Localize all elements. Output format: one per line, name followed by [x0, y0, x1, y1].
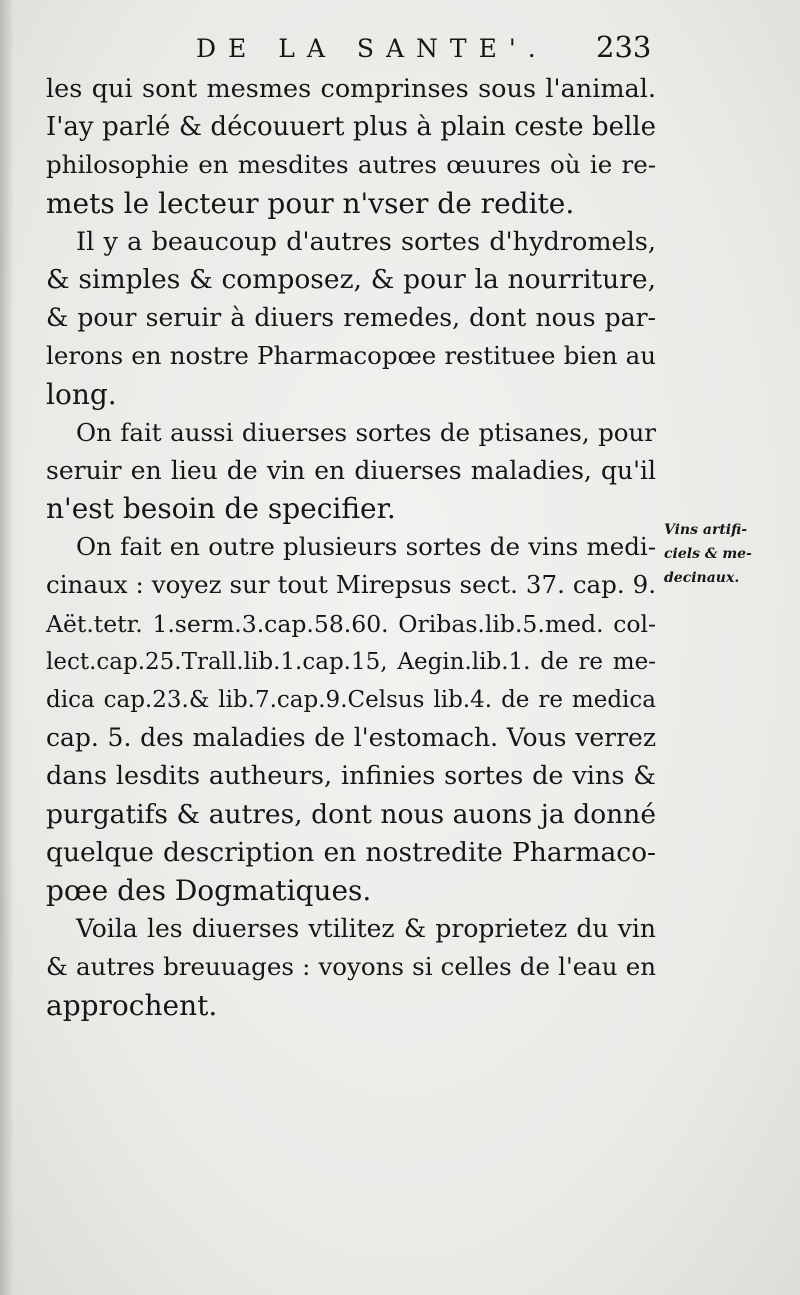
- text-line: dans lesdits autheurs, infinies sortes de vins &: [46, 761, 656, 792]
- text-line: & simples & composez, & pour la nourriture,: [46, 263, 656, 295]
- text-line: lect.cap.25.Trall.lib.1.cap.15, Aegin.lib.1. de re me-: [46, 648, 656, 675]
- text-line: n'est besoin de specifier.: [46, 492, 396, 526]
- text-line: pœe des Dogmatiques.: [46, 873, 372, 907]
- margin-note-line: ciels & me-: [664, 546, 752, 562]
- text-line: & pour seruir à diuers remedes, dont nous par-: [46, 303, 656, 333]
- paragraph-first-line: Il y a beaucoup d'autres sortes d'hydromels,: [76, 226, 656, 257]
- paragraph-first-line: On fait en outre plusieurs sortes de vins medi-: [76, 532, 656, 562]
- text-line: dica cap.23.& lib.7.cap.9.Celsus lib.4. de re medica: [46, 687, 656, 713]
- text-line: quelque description en nostredite Pharmaco-: [46, 836, 656, 868]
- margin-note-line: decinaux.: [664, 570, 740, 586]
- body-text: [46, 70, 656, 1025]
- running-head: DE LA SANTE'.: [196, 34, 548, 63]
- text-line: approchent.: [46, 988, 218, 1022]
- text-line: philosophie en mesdites autres œuures où ie re-: [46, 150, 656, 180]
- text-line: lerons en nostre Pharmacopœe restituee bien au: [46, 341, 656, 371]
- page-header: [0, 30, 800, 74]
- text-line: long.: [46, 377, 117, 411]
- page-gutter-shadow: [0, 0, 14, 1295]
- margin-note: [664, 518, 798, 590]
- page-number: 233: [596, 30, 652, 64]
- text-line: mets le lecteur pour n'vser de redite.: [46, 186, 575, 220]
- text-line: seruir en lieu de vin en diuerses maladies, qu'il: [46, 455, 656, 485]
- text-line: les qui sont mesmes comprinses sous l'animal.: [46, 74, 656, 104]
- text-line: cap. 5. des maladies de l'estomach. Vous verrez: [46, 723, 656, 753]
- text-line: Aët.tetr. 1.serm.3.cap.58.60. Oribas.lib.5.med. col-: [46, 609, 656, 638]
- text-line: purgatifs & autres, dont nous auons ja donné: [46, 798, 656, 830]
- text-line: & autres breuuages : voyons si celles de l'eau en: [46, 952, 656, 982]
- paragraph-first-line: On fait aussi diuerses sortes de ptisanes, pour: [76, 417, 656, 447]
- text-line: I'ay parlé & découuert plus à plain ceste belle: [46, 112, 656, 143]
- text-line: cinaux : voyez sur tout Mirepsus sect. 37. cap. 9.: [46, 570, 656, 600]
- margin-note-line: Vins artifi-: [664, 522, 748, 538]
- paragraph-first-line: Voila les diuerses vtilitez & proprietez du vin: [76, 914, 656, 944]
